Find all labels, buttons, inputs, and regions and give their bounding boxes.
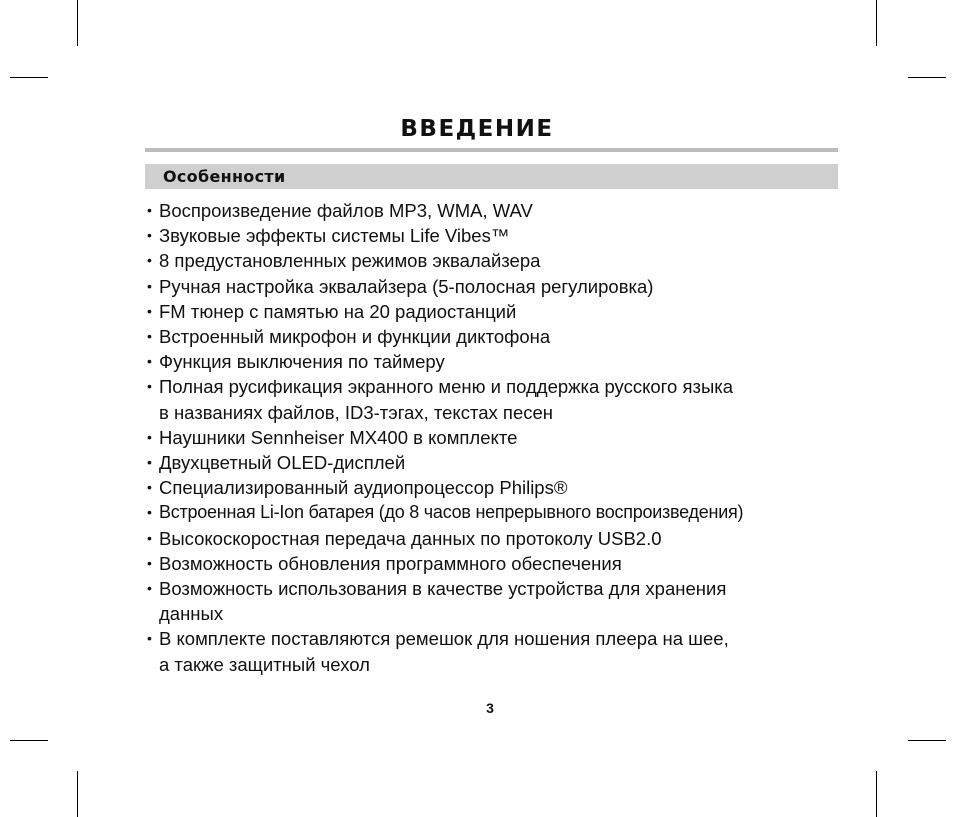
feature-text: Функция выключения по таймеру xyxy=(159,351,445,373)
list-item xyxy=(146,198,846,223)
title-divider xyxy=(145,148,838,152)
feature-text: В комплекте поставляются ремешок для ношения плеера на шее, xyxy=(159,628,729,650)
crop-mark-bottom-left-horizontal xyxy=(10,740,48,741)
bullet-icon: • xyxy=(147,428,152,445)
list-item xyxy=(146,450,846,475)
feature-text: Встроенный микрофон и функции диктофона xyxy=(159,326,551,348)
bullet-icon: • xyxy=(147,328,152,345)
bullet-icon: • xyxy=(147,454,152,471)
feature-text: 8 предустановленных режимов эквалайзера xyxy=(159,250,541,272)
bullet-icon: • xyxy=(147,529,152,546)
list-item xyxy=(146,374,846,424)
list-item xyxy=(146,274,846,299)
bullet-icon: • xyxy=(147,580,152,597)
bullet-icon: • xyxy=(147,302,152,319)
crop-mark-top-left-horizontal xyxy=(10,77,48,78)
crop-mark-top-left-vertical xyxy=(77,0,78,46)
bullet-icon: • xyxy=(147,378,152,395)
crop-mark-top-right-vertical xyxy=(876,0,877,46)
list-item xyxy=(146,551,846,576)
bullet-icon: • xyxy=(147,479,152,496)
page-title: ВВЕДЕНИЕ xyxy=(400,116,554,142)
bullet-icon: • xyxy=(147,202,152,218)
list-item xyxy=(146,425,846,450)
bullet-icon: • xyxy=(147,504,152,521)
feature-text: FM тюнер с памятью на 20 радиостанций xyxy=(159,300,517,322)
feature-text: Высокоскоростная передача данных по протоколу USB2.0 xyxy=(159,527,662,549)
feature-text-continued: в названиях файлов, ID3-тэгах, текстах песен xyxy=(159,401,553,423)
crop-mark-top-right-horizontal xyxy=(908,77,946,78)
feature-text: Возможность обновления программного обеспечения xyxy=(159,552,622,574)
bullet-icon: • xyxy=(147,252,152,269)
crop-mark-bottom-left-vertical xyxy=(77,771,78,817)
feature-text: Встроенная Li-Ion батарея (до 8 часов непрерывного воспроизведения) xyxy=(159,502,744,523)
feature-text: Ручная настройка эквалайзера (5-полосная регулировка) xyxy=(159,275,654,297)
features-list xyxy=(146,198,846,677)
list-item xyxy=(146,248,846,273)
feature-text-continued: а также защитный чехол xyxy=(159,653,370,675)
bullet-icon: • xyxy=(147,630,152,647)
list-item xyxy=(146,299,846,324)
list-item xyxy=(146,500,846,525)
feature-text: Специализированный аудиопроцессор Philips® xyxy=(159,477,568,499)
list-item xyxy=(146,626,846,676)
feature-text: Полная русификация экранного меню и поддержка русского языка xyxy=(159,376,734,398)
feature-text: Звуковые эффекты системы Life Vibes™ xyxy=(159,225,510,247)
list-item xyxy=(146,349,846,374)
feature-text: Наушники Sennheiser MX400 в комплекте xyxy=(159,426,518,448)
bullet-icon: • xyxy=(147,227,152,244)
page-number: 3 xyxy=(486,700,494,716)
list-item xyxy=(146,223,846,248)
section-title: Особенности xyxy=(163,167,286,186)
crop-mark-bottom-right-vertical xyxy=(876,771,877,817)
section-header-bar xyxy=(145,164,838,189)
bullet-icon: • xyxy=(147,353,152,370)
feature-text: Двухцветный OLED-дисплей xyxy=(159,452,406,474)
list-item xyxy=(146,576,846,626)
list-item xyxy=(146,475,846,500)
list-item xyxy=(146,526,846,551)
feature-text: Воспроизведение файлов MP3, WMA, WAV xyxy=(159,200,533,221)
bullet-icon: • xyxy=(147,277,152,294)
crop-mark-bottom-right-horizontal xyxy=(908,740,946,741)
feature-text: Возможность использования в качестве устройства для хранения xyxy=(159,578,727,600)
bullet-icon: • xyxy=(147,554,152,571)
list-item xyxy=(146,324,846,349)
feature-text-continued: данных xyxy=(159,603,224,625)
